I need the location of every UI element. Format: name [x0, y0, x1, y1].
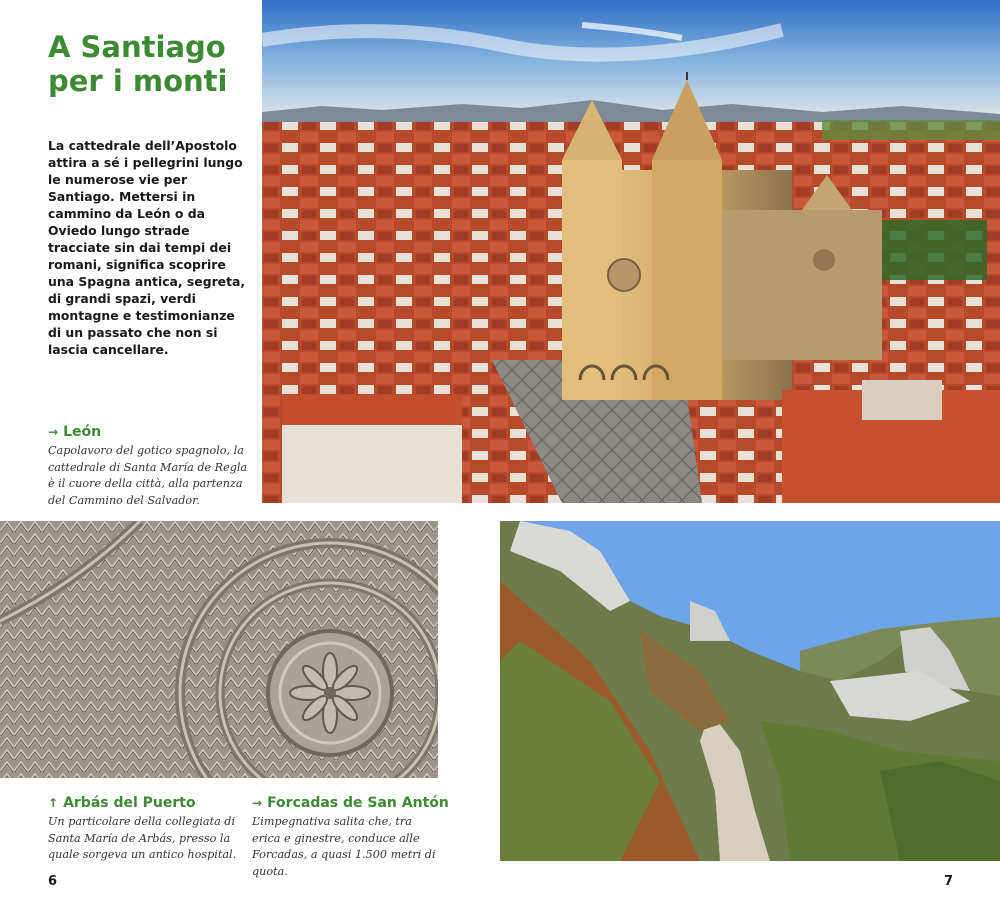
caption-arbas-heading: Arbás del Puerto [63, 795, 196, 811]
leon-cathedral-photo [262, 0, 1000, 503]
caption-forcadas-heading: Forcadas de San Antón [267, 795, 449, 811]
caption-leon [48, 423, 253, 509]
arbas-carving-photo [0, 521, 438, 778]
caption-leon-text: Capolavoro del gotico spagnolo, la cattedrale di Santa María de Regla è il cuore della città, alla partenza del Cammino del Salvador. [48, 444, 248, 507]
intro-paragraph: La cattedrale dell’Apostolo attira a sé i pellegrini lungo le numerose vie per Santiago. Mettersi in cammino da León o da Oviedo lungo strade tracciate sin dai tempi dei romani, significa scoprire una Spagna antica, segreta, di grandi spazi, verdi montagne e testimonianze di un passato che non si lascia cancellare. [48, 138, 246, 357]
forcadas-mountain-photo [500, 521, 1000, 861]
caption-arbas-text: Un particolare della collegiata di Santa María de Arbás, presso la quale sorgeva un antico hospital. [48, 815, 237, 861]
caption-forcadas-text: L’impegnativa salita che, tra erica e ginestre, conduce alle Forcadas, a quasi 1.500 metri di quota. [252, 815, 436, 878]
arrow-up-icon: ↑ [48, 796, 59, 810]
page-title: A Santiago per i monti [48, 30, 228, 98]
page-number-right: 7 [944, 874, 954, 889]
page-number-left: 6 [48, 874, 58, 889]
arrow-right-icon: → [252, 796, 263, 810]
arrow-right-icon: → [48, 425, 59, 439]
stone-carving-image [0, 521, 438, 778]
mountain-path-image [500, 521, 1000, 861]
caption-forcadas [252, 794, 449, 880]
caption-leon-heading: León [63, 424, 102, 440]
caption-arbas [48, 794, 243, 864]
leon-cathedral-image [262, 0, 1000, 503]
